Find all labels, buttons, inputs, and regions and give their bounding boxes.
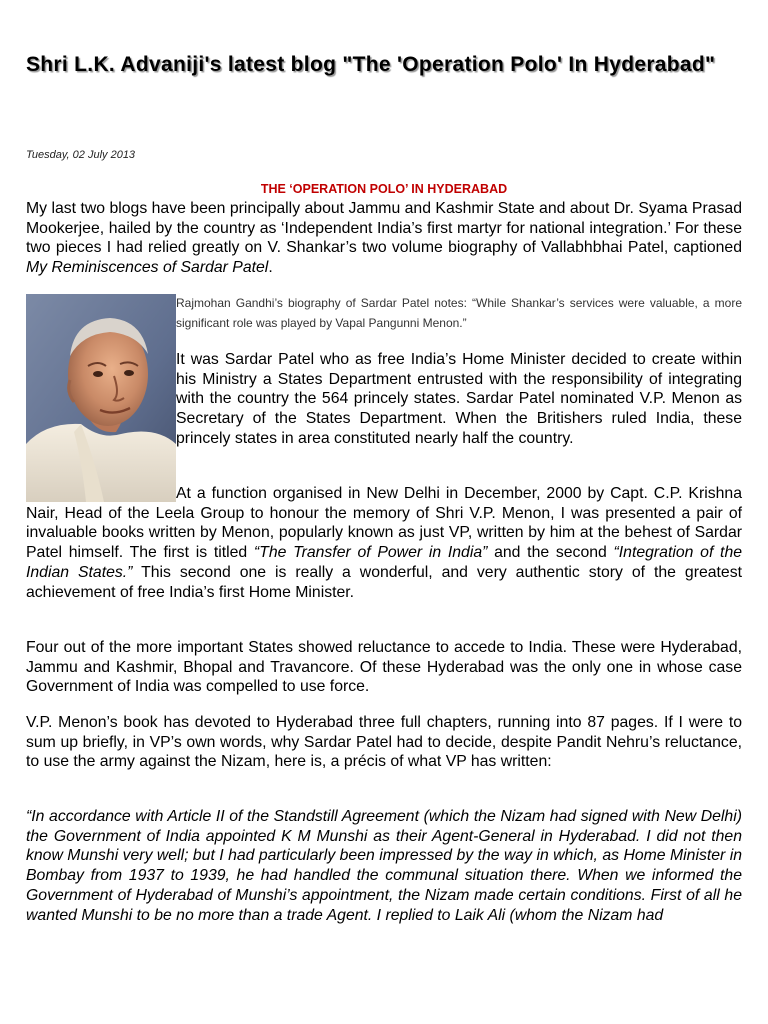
paragraph-1-text: My last two blogs have been principally about Jammu and Kashmir State and about Dr. Syama Prasad Mookerjee, hailed by the country as ‘Independent India’s first martyr for national integration.’ For these two pieces I had relied greatly on V. Shankar’s two volume biography of Vallabhbhai Patel, captioned <box>26 200 742 257</box>
paragraph-3 <box>26 484 742 602</box>
sardar-patel-portrait <box>26 294 176 502</box>
paragraph-2: It was Sardar Patel who as free India’s Home Minister decided to create within his Ministry a States Department entrusted with the responsibility of integrating with the country the 564 princely states. Sardar Patel nominated V.P. Menon as Secretary of the States Department. When the Britishers ruled India, these princely states in area constituted nearly half the country. <box>176 351 742 447</box>
page-title: Shri L.K. Advaniji's latest blog "The 'Operation Polo' In Hyderabad" <box>26 53 716 76</box>
paragraph-3-end: This second one is really a wonderful, and very authentic story of the greatest achievement of free India’s first Home Minister. <box>26 563 742 601</box>
quoted-excerpt: “In accordance with Article II of the Standstill Agreement (which the Nizam had signed with New Delhi) the Government of India appointed K M Munshi as their Agent-General in Hyderabad. I did not then know Munshi very well; but I had particularly been impressed by the way in which, as Home Minister in Bombay from 1937 to 1939, he had handled the communal situation there. When we informed the Government of Hyderabad of Munshi’s appointment, the Nizam made certain conditions. First of all he wanted Munshi to be no more than a trade Agent. I replied to Laik Ali (whom the Nizam had <box>26 808 742 924</box>
paragraph-3-text: At a function organised in New Delhi in December, 2000 by Capt. C.P. Krishna Nair, Head of the Leela Group to honour the memory of Shri V.P. Menon, I was presented a pair of invaluable books written by Menon, popularly known as just VP, written by him at the behest of Sardar Patel himself. The first is titled <box>26 485 742 562</box>
paragraph-5: V.P. Menon’s book has devoted to Hyderabad three full chapters, running into 87 pages. If I were to sum up briefly, in VP’s own words, why Sardar Patel had to decide, despite Pandit Nehru’s reluctance, to use the army against the Nizam, here is, a précis of what VP has written: <box>26 714 742 771</box>
paragraph-3-middle: and the second <box>487 544 614 562</box>
book-title-transfer-of-power: “The Transfer of Power in India” <box>253 544 488 562</box>
book-title-integration: “Integration of the Indian States.” <box>26 544 743 581</box>
post-date: Tuesday, 02 July 2013 <box>26 149 136 161</box>
book-title-reminiscences: My Reminiscences of Sardar Patel <box>26 259 269 277</box>
paragraph-1 <box>26 199 742 278</box>
paragraph-4: Four out of the more important States showed reluctance to accede to India. These were Hyderabad, Jammu and Kashmir, Bhopal and Travancore. Of these Hyderabad was the only one in whose case Government of India was compelled to use force. <box>26 639 742 696</box>
image-caption: Rajmohan Gandhi’s biography of Sardar Patel notes: “While Shankar’s services were valuable, a more significant role was played by Vapal Pangunni Menon.” <box>176 296 742 330</box>
paragraph-1-end: . <box>268 259 273 277</box>
section-title: THE ‘OPERATION POLO’ IN HYDERABAD <box>260 182 508 196</box>
